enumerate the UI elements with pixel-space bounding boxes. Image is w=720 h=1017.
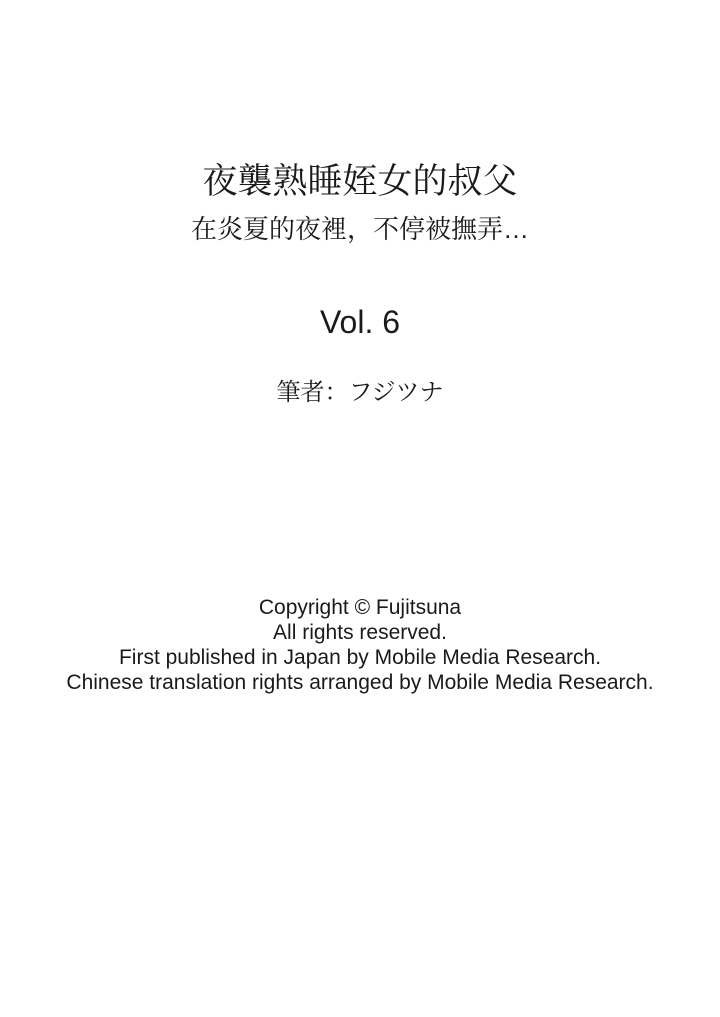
author-line: 筆者：フジツナ [276,379,444,406]
book-title: 夜襲熟睡姪女的叔父 [202,162,518,201]
copyright-line-rights: All rights reserved. [273,621,447,644]
volume-label: Vol. 6 [319,304,401,340]
book-subtitle: 在炎夏的夜裡，不停被撫弄… [190,214,529,244]
copyright-line-translation: Chinese translation rights arranged by Mobile Media Research. [66,671,654,694]
copyright-line-publisher: First published in Japan by Mobile Media Research. [118,646,602,669]
copyright-block [0,595,720,695]
copyright-line-holder: Copyright © Fujitsuna [258,596,462,619]
